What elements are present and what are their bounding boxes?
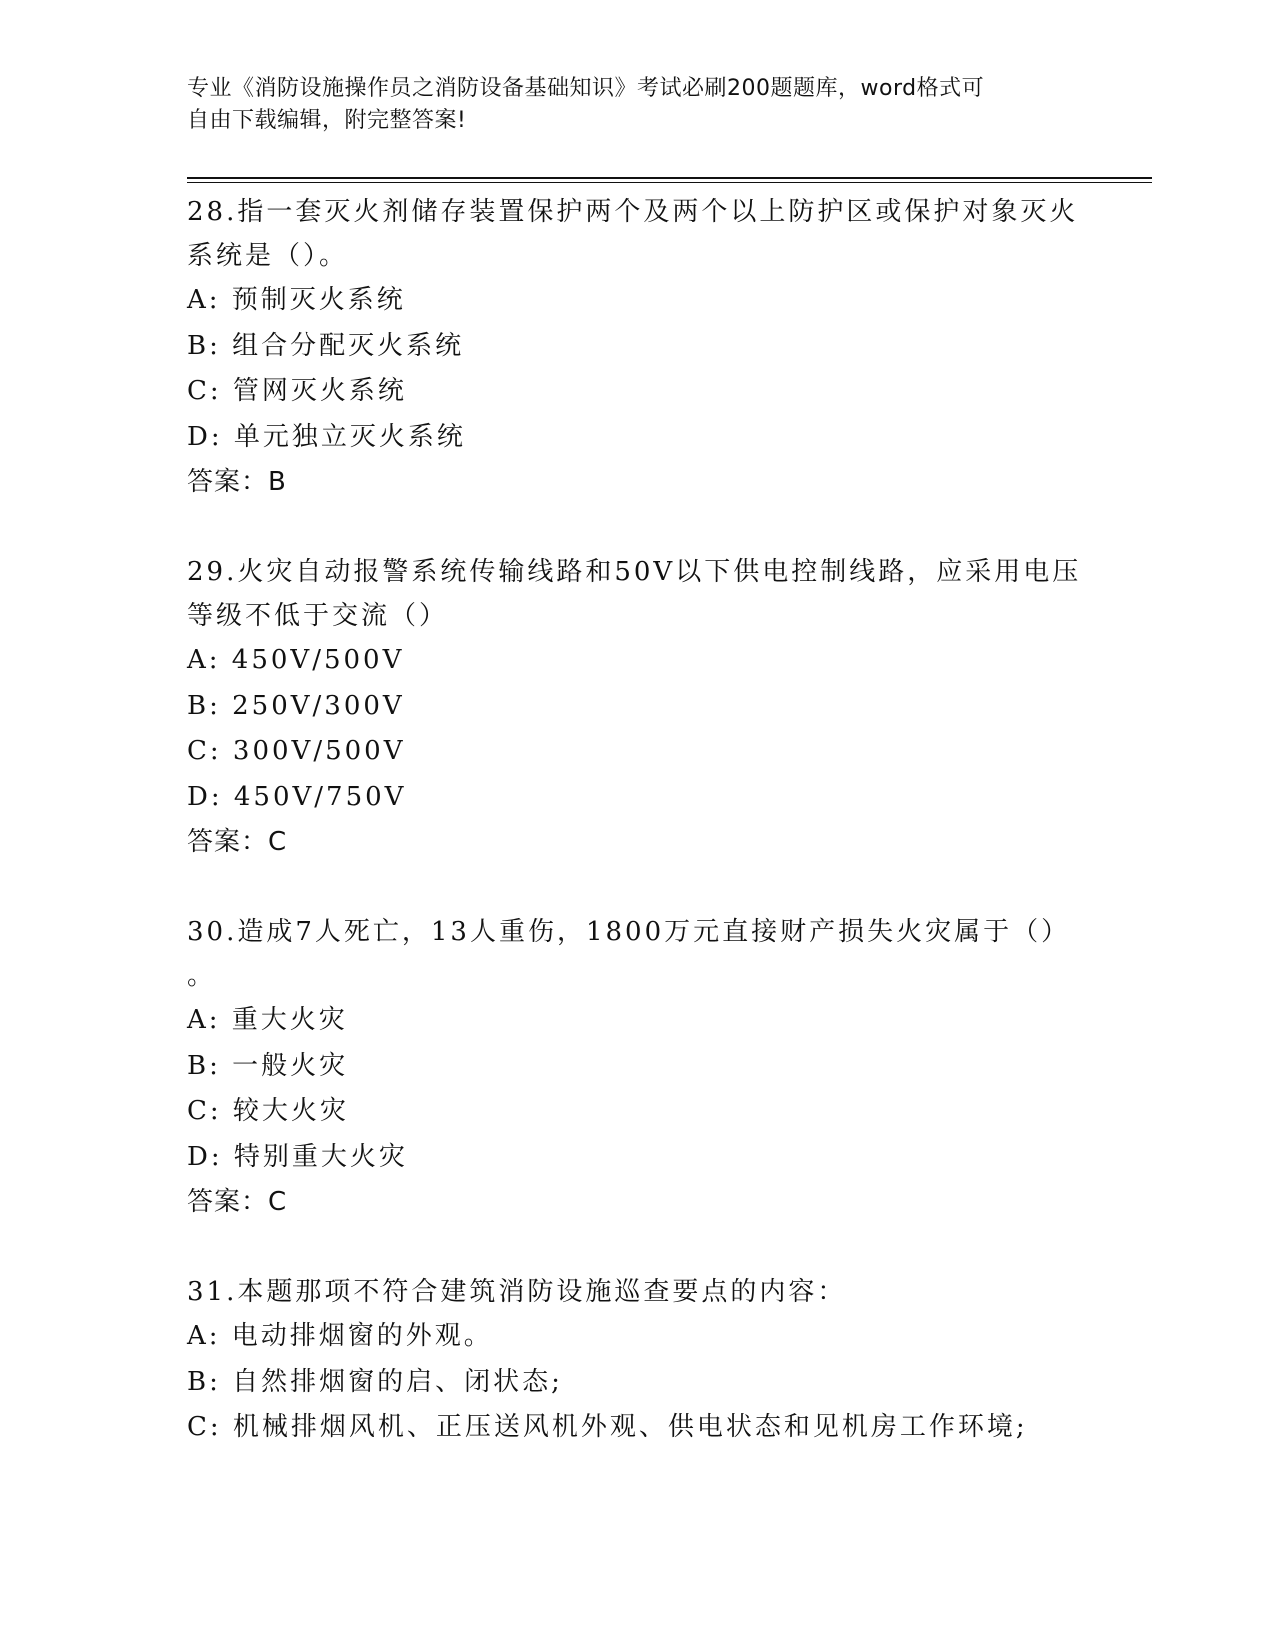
option-a: A: 电动排烟窗的外观。 (187, 1321, 493, 1351)
question-text-line: 等级不低于交流（） (187, 601, 449, 631)
option-a: A: 重大火灾 (187, 1005, 348, 1035)
option-d: D: 单元独立灭火系统 (187, 421, 466, 452)
option-b: B: 组合分配灭火系统 (187, 330, 465, 361)
document-header (187, 73, 1067, 137)
option-d: D: 特别重大火灾 (187, 1141, 408, 1172)
question-list (187, 190, 1152, 1451)
option-b: B: 自然排烟窗的启、闭状态; (187, 1366, 563, 1397)
question-spacer (187, 1225, 1152, 1270)
question-31 (187, 1270, 1152, 1451)
option-a: A: 450V/500V (187, 645, 405, 675)
option-c: C: 300V/500V (187, 736, 406, 766)
header-line-1: 专业《消防设施操作员之消防设备基础知识》考试必刷200题题库，word格式可 (187, 76, 985, 101)
answer-line: 答案：C (187, 827, 288, 857)
answer-line: 答案：C (187, 1187, 288, 1217)
question-29 (187, 550, 1152, 865)
question-text-line: 28.指一套灭火剂储存装置保护两个及两个以上防护区或保护对象灭火 (187, 197, 1079, 227)
question-28 (187, 190, 1152, 505)
option-c: C: 管网灭火系统 (187, 376, 407, 406)
option-c: C: 机械排烟风机、正压送风机外观、供电状态和见机房工作环境; (187, 1412, 1028, 1442)
question-spacer (187, 505, 1152, 550)
question-text-line: 29.火灾自动报警系统传输线路和50V以下供电控制线路，应采用电压 (187, 557, 1082, 587)
header-line-2: 自由下载编辑，附完整答案! (187, 108, 467, 133)
question-spacer (187, 865, 1152, 910)
question-text-line: 。 (187, 961, 217, 991)
question-text-line: 系统是（）。 (187, 241, 349, 271)
question-text-line: 30.造成7人死亡，13人重伤，1800万元直接财产损失火灾属于（） (187, 917, 1071, 947)
header-divider-thick (187, 177, 1152, 179)
question-30 (187, 910, 1152, 1225)
option-b: B: 250V/300V (187, 690, 405, 721)
question-text-line: 31.本题那项不符合建筑消防设施巡查要点的内容： (187, 1277, 847, 1307)
answer-line: 答案：B (187, 467, 287, 497)
header-divider-thin (187, 182, 1152, 183)
option-d: D: 450V/750V (187, 781, 407, 812)
option-a: A: 预制灭火系统 (187, 285, 406, 315)
option-c: C: 较大火灾 (187, 1096, 349, 1126)
option-b: B: 一般火灾 (187, 1050, 349, 1081)
